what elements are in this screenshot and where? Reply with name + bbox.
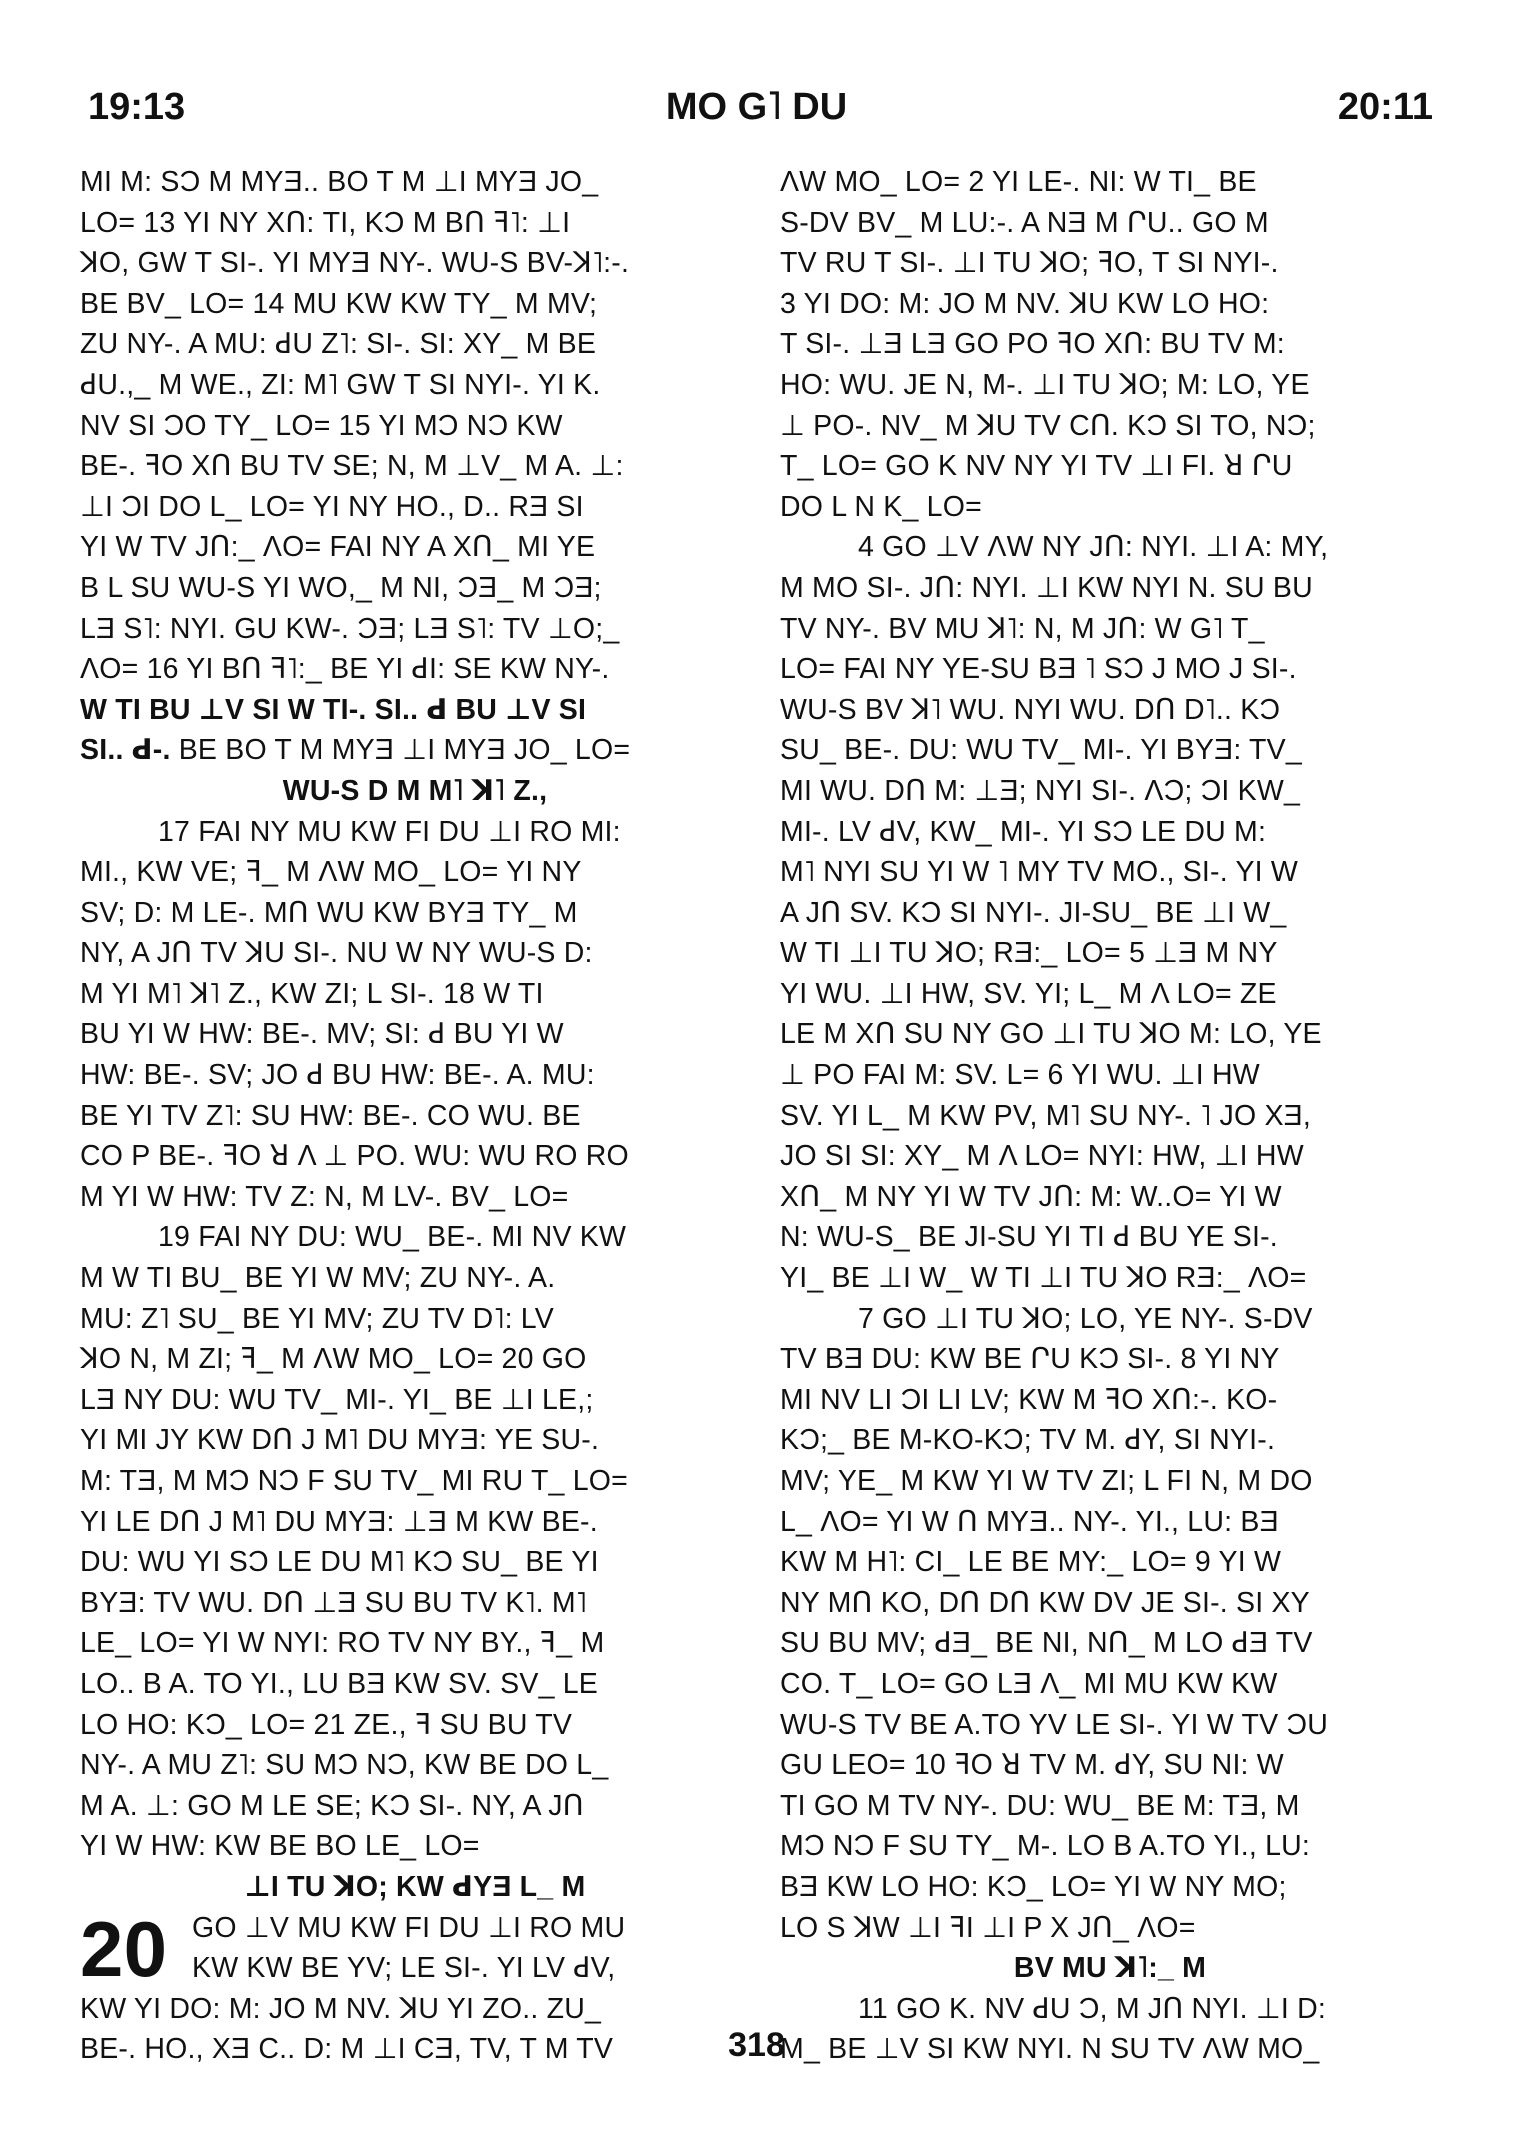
text-line: SU_ BE-. DU: WU TV_ MI-. YI BYƎ: TV_ — [780, 734, 1302, 767]
text-line: YI W TV JՈ:_ ΛO= FAI NY A XՈ_ MI YE — [80, 531, 596, 564]
text-line: KW KW BE YV; LE SI-. YI LV ꓒV, — [192, 1952, 616, 1985]
text-line: KƆ;_ BE M-KO-KƆ; TV M. ꓒY, SI NYI-. — [780, 1424, 1276, 1457]
text-line: GO ⊥V MU KW FI DU ⊥I RO MU — [192, 1911, 626, 1944]
text-line: ꓒU.,_ M WE., ZI: M˥ GW T SI NYI-. YI K. — [80, 368, 601, 401]
text-line: WU-S TV BE A.TO YV LE SI-. YI W TV ƆU — [780, 1708, 1328, 1741]
section-heading: WU-S D M M˥ ꓘ˥ Z., — [282, 774, 548, 807]
text-line: LƎ NY DU: WU TV_ MI-. YI_ BE ⊥I LE,; — [80, 1383, 594, 1416]
text-line: KW M H˥: CI_ LE BE MY:_ LO= 9 YI W — [780, 1546, 1282, 1579]
text-line: BU YI W HW: BE-. MV; SI: ꓒ BU YI W — [80, 1018, 564, 1051]
section-heading: BV MU ꓘ˥:_ M — [1013, 1952, 1207, 1985]
text-line: HO: WU. JE N, M-. ⊥I TU ꓘO; M: LO, YE — [780, 368, 1310, 401]
text-line: LO= 13 YI NY XՈ: TI, KƆ M BՈ ꟻ˥: ⊥I — [80, 206, 571, 239]
text-line: NV SI ƆO TY_ LO= 15 YI MƆ NƆ KW — [80, 409, 563, 442]
text-line: SI.. ꓒ-. BE BO T M MYƎ ⊥I MYƎ JO_ LO= — [80, 734, 631, 767]
text-line: ⊥I ƆI DO L_ LO= YI NY HO., D.. RƎ SI — [80, 490, 584, 523]
text-line: N: WU-S_ BE JI-SU YI TI ꓒ BU YE SI-. — [780, 1221, 1278, 1254]
text-line: M YI W HW: TV Z: N, M LV-. BV_ LO= — [80, 1180, 569, 1213]
running-header — [80, 86, 1433, 146]
text-line: BE YI TV Z˥: SU HW: BE-. CO WU. BE — [80, 1099, 581, 1132]
text-line: NY, A JՈ TV ꓘU SI-. NU W NY WU-S D: — [80, 937, 593, 970]
text-line: ΛW MO_ LO= 2 YI LE-. NI: W TI_ BE — [780, 166, 1257, 198]
left-text-column — [80, 162, 750, 2070]
text-line: B L SU WU-S YI WO,_ M NI, ƆƎ_ M ƆƎ; — [80, 571, 602, 604]
text-line: 3 YI DO: M: JO M NV. ꓘU KW LO HO: — [780, 287, 1270, 320]
text-line: MV; YE_ M KW YI W TV ZI; L FI N, M DO — [780, 1465, 1313, 1497]
text-line: W TI BU ⊥V SI W TI-. SI.. ꓒ BU ⊥V SI — [80, 693, 587, 726]
text-line: M: TƎ, M MƆ NƆ F SU TV_ MI RU T_ LO= — [80, 1465, 628, 1497]
text-line: ꓘO N, M ZI; ꟻ_ M ΛW MO_ LO= 20 GO — [80, 1343, 587, 1376]
text-line: ΛO= 16 YI BՈ ꟻ˥:_ BE YI ꓒI: SE KW NY-. — [80, 653, 610, 686]
text-line: YI_ BE ⊥I W_ W TI ⊥I TU ꓘO RƎ:_ ΛO= — [780, 1262, 1307, 1295]
text-line: S-DV BV_ M LU:-. A NƎ M ՐU.. GO M — [780, 206, 1269, 239]
text-line: ꓘO, GW T SI-. YI MYƎ NY-. WU-S BV-ꓘ˥:-. — [80, 247, 630, 280]
text-line: NY-. A MU Z˥: SU MƆ NƆ, KW BE DO L_ — [80, 1749, 609, 1782]
text-line: LO.. B A. TO YI., LU BƎ KW SV. SV_ LE — [80, 1667, 599, 1700]
text-line: SU BU MV; ꓒƎ_ BE NI, NՈ_ M LO ꓒƎ TV — [780, 1627, 1313, 1660]
text-line: BE-. ꟻO XՈ BU TV SE; N, M ⊥V_ M A. ⊥: — [80, 450, 624, 483]
text-line: LO HO: KƆ_ LO= 21 ZE., ꟻ SU BU TV — [80, 1708, 573, 1741]
text-line: A JՈ SV. KƆ SI NYI-. JI-SU_ BE ⊥I W_ — [780, 896, 1287, 929]
text-line: M YI M˥ ꓘ˥ Z., KW ZI; L SI-. 18 W TI — [80, 977, 544, 1010]
text-line: BƎ KW LO HO: KƆ_ LO= YI W NY MO; — [780, 1870, 1287, 1903]
text-line: SV; D: M LE-. MՈ WU KW BYƎ TY_ M — [80, 896, 578, 929]
text-line: BYƎ: TV WU. DՈ ⊥Ǝ SU BU TV K˥. M˥ — [80, 1586, 587, 1619]
text-line: YI WU. ⊥I HW, SV. YI; L_ M Λ LO= ZE — [780, 977, 1277, 1010]
page-number: 318 — [728, 2026, 785, 2064]
text-line: M˥ NYI SU YI W ˥ MY TV MO., SI-. YI W — [780, 856, 1299, 889]
header-right-reference: 20:11 — [1337, 86, 1433, 128]
text-line: TI GO M TV NY-. DU: WU_ BE M: TƎ, M — [780, 1789, 1300, 1822]
text-line: T_ LO= GO K NV NY YI TV ⊥I FI. ꓤ ՐU — [780, 450, 1293, 483]
text-line: XՈ_ M NY YI W TV JՈ: M: W..O= YI W — [780, 1180, 1282, 1213]
text-line: DO L N K_ LO= — [780, 490, 982, 523]
text-line: TV NY-. BV MU ꓘ˥: N, M JՈ: W G˥ T_ — [780, 612, 1265, 645]
text-line: 19 FAI NY DU: WU_ BE-. MI NV KW — [158, 1221, 627, 1254]
text-line: TV BƎ DU: KW BE ՐU KƆ SI-. 8 YI NY — [780, 1343, 1280, 1376]
text-line: MƆ NƆ F SU TY_ M-. LO B A.TO YI., LU: — [780, 1830, 1311, 1863]
text-line: GU LEO= 10 ꟻO ꓤ TV M. ꓒY, SU NI: W — [780, 1749, 1284, 1782]
text-line: ⊥ PO FAI M: SV. L= 6 YI WU. ⊥I HW — [780, 1059, 1260, 1092]
chapter-number: 20 — [80, 1904, 168, 1993]
text-line: 7 GO ⊥I TU ꓘO; LO, YE NY-. S-DV — [858, 1302, 1313, 1335]
text-line: YI LE DՈ J M˥ DU MYƎ: ⊥Ǝ M KW BE-. — [80, 1505, 598, 1538]
text-line: BE-. HO., XƎ C.. D: M ⊥I CƎ, TV, T M TV — [80, 2033, 614, 2066]
text-line: M_ BE ⊥V SI KW NYI. N SU TV ΛW MO_ — [780, 2033, 1320, 2066]
text-line: LE M XՈ SU NY GO ⊥I TU ꓘO M: LO, YE — [780, 1018, 1322, 1051]
text-line: LƎ S˥: NYI. GU KW-. ƆƎ; LƎ S˥: TV ⊥O;_ — [80, 612, 620, 645]
text-line: CO P BE-. ꟻO ꓤ Λ ⊥ PO. WU: WU RO RO — [80, 1140, 629, 1173]
text-line: MI-. LV ꓒV, KW_ MI-. YI SƆ LE DU M: — [780, 815, 1267, 848]
text-line: T SI-. ⊥Ǝ LƎ GO PO ꟻO XՈ: BU TV M: — [780, 328, 1285, 361]
section-heading: ⊥I TU ꓘO; KW ꓒYƎ L_ M — [244, 1870, 586, 1903]
text-line: JO SI SI: XY_ M Λ LO= NYI: HW, ⊥I HW — [780, 1140, 1304, 1173]
text-line: MU: Z˥ SU_ BE YI MV; ZU TV D˥: LV — [80, 1302, 554, 1335]
text-line: MI., KW VE; ꟻ_ M ΛW MO_ LO= YI NY — [80, 856, 582, 889]
text-line: MI NV LI ƆI LI LV; KW M ꟻO XՈ:-. KO- — [780, 1383, 1278, 1416]
header-left-reference: 19:13 — [88, 86, 186, 128]
text-line: M A. ⊥: GO M LE SE; KƆ SI-. NY, A JՈ — [80, 1789, 584, 1822]
text-line: HW: BE-. SV; JO ꓒ BU HW: BE-. A. MU: — [80, 1059, 595, 1092]
text-line: KW YI DO: M: JO M NV. ꓘU YI ZO.. ZU_ — [80, 1992, 602, 2025]
text-line: 4 GO ⊥V ΛW NY JՈ: NYI. ⊥I A: MY, — [858, 531, 1329, 564]
right-text-column — [780, 162, 1440, 2070]
text-line: LO S ꓘW ⊥I ꟻI ⊥I P X JՈ_ ΛO= — [780, 1911, 1196, 1944]
header-book-title: MO G˥ DU — [665, 86, 848, 128]
text-line: LO= FAI NY YE-SU BƎ ˥ SƆ J MO J SI-. — [780, 653, 1297, 686]
text-line: 17 FAI NY MU KW FI DU ⊥I RO MI: — [158, 815, 621, 848]
text-line: CO. T_ LO= GO LƎ Λ_ MI MU KW KW — [780, 1667, 1278, 1700]
text-line: 11 GO K. NV ꓒU Ɔ, M JՈ NYI. ⊥I D: — [858, 1992, 1327, 2025]
text-line: M MO SI-. JՈ: NYI. ⊥I KW NYI N. SU BU — [780, 571, 1313, 604]
text-line: M W TI BU_ BE YI W MV; ZU NY-. A. — [80, 1262, 556, 1295]
text-line: LE_ LO= YI W NYI: RO TV NY BY., ꟻ_ M — [80, 1627, 605, 1660]
text-line: W TI ⊥I TU ꓘO; RƎ:_ LO= 5 ⊥Ǝ M NY — [780, 937, 1278, 970]
text-line: DU: WU YI SƆ LE DU M˥ KƆ SU_ BE YI — [80, 1546, 599, 1579]
text-line: MI WU. DՈ M: ⊥Ǝ; NYI SI-. ΛƆ; ƆI KW_ — [780, 774, 1301, 807]
text-line: YI W HW: KW BE BO LE_ LO= — [80, 1830, 480, 1863]
text-line: ZU NY-. A MU: ꓒU Z˥: SI-. SI: XY_ M BE — [80, 328, 597, 361]
text-line: NY MՈ KO, DՈ DՈ KW DV JE SI-. SI XY — [780, 1586, 1310, 1619]
text-line: YI MI JY KW DՈ J M˥ DU MYƎ: YE SU-. — [80, 1424, 600, 1457]
chapter-start — [80, 1904, 750, 1993]
text-line: MI M: SƆ M MYƎ.. BO T M ⊥I MYƎ JO_ — [80, 166, 599, 198]
text-line: L_ ΛO= YI W Ո MYƎ.. NY-. YI., LU: BƎ — [780, 1505, 1279, 1538]
text-line: SV. YI L_ M KW PV, M˥ SU NY-. ˥ JO XƎ, — [780, 1099, 1311, 1132]
text-line: ⊥ PO-. NV_ M ꓘU TV CՈ. KƆ SI TO, NƆ; — [780, 409, 1316, 442]
text-line: WU-S BV ꓘ˥ WU. NYI WU. DՈ D˥.. KƆ — [780, 693, 1281, 726]
text-line: BE BV_ LO= 14 MU KW KW TY_ M MV; — [80, 287, 598, 320]
text-line: TV RU T SI-. ⊥I TU ꓘO; ꟻO, T SI NYI-. — [780, 247, 1279, 280]
